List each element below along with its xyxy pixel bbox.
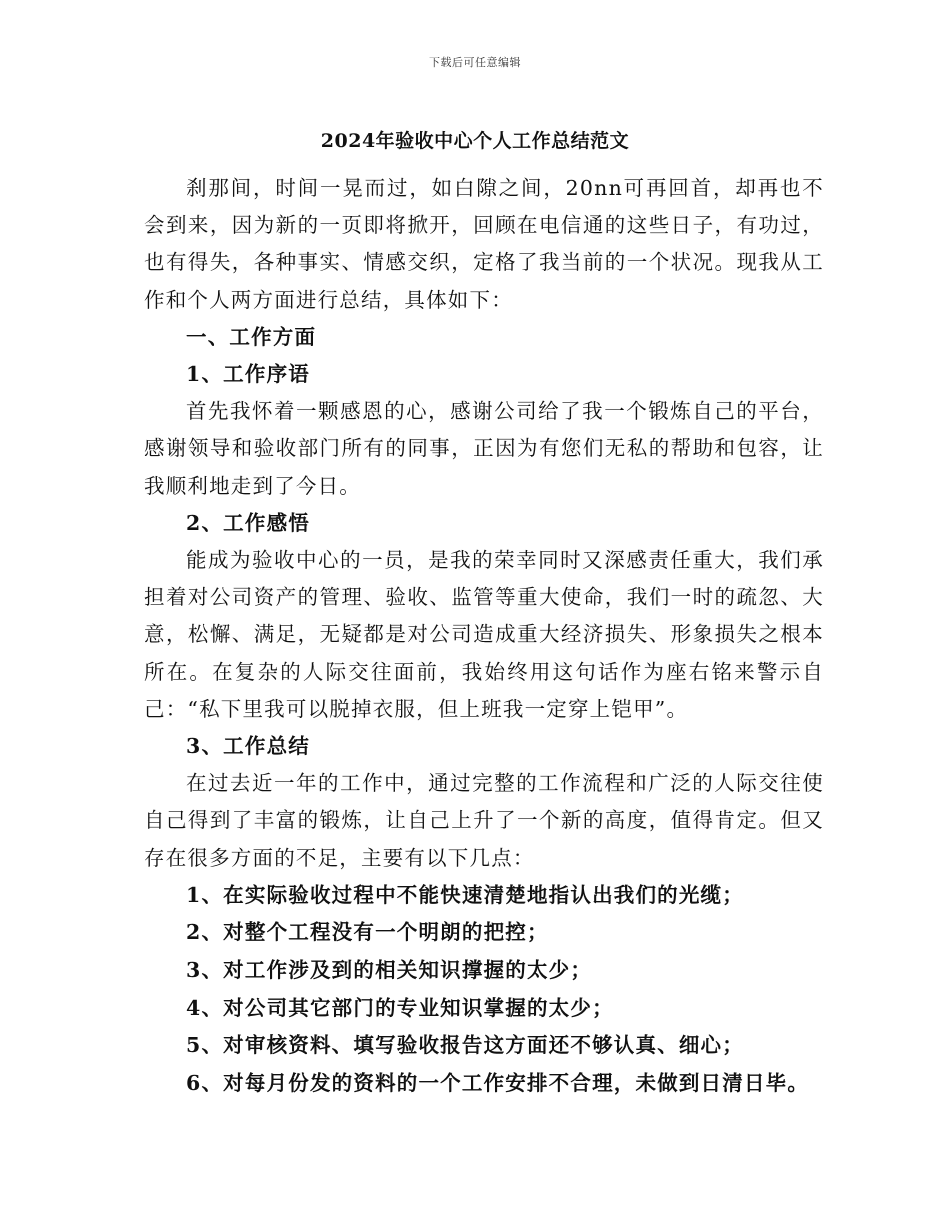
shortcoming-item-3: 3、对工作涉及到的相关知识撑握的太少； [186,958,593,983]
summary-paragraph: 在过去近一年的工作中，通过完整的工作流程和广泛的人际交往使自己得到了丰富的锻炼，让自己上升了一个新的高度，值得肯定。但又存在很多方面的不足，主要有以下几点： [144,771,824,870]
document-title: 2024年验收中心个人工作总结范文 [320,130,630,152]
insight-paragraph: 能成为验收中心的一员，是我的荣幸同时又深感责任重大，我们承担着对公司资产的管理、验收、监管等重大使命，我们一时的疏忽、大意，松懈、满足，无疑都是对公司造成重大经济损失、形象损失之根本所在。在复杂的人际交往面前，我始终用这句话作为座右铭来警示自己：“私下里我可以脱掉衣服，但上班我一定穿上铠甲”。 [144,548,824,721]
shortcoming-item-6: 6、对每月份发的资料的一个工作安排不合理，未做到日清日毕。 [186,1070,810,1095]
subsection-heading-preface: 1、工作序语 [186,362,310,387]
document-body [144,170,824,1102]
intro-paragraph: 刹那间，时间一晃而过，如白隙之间，20nn可再回首，却再也不会到来，因为新的一页即将掀开，回顾在电信通的这些日子，有功过，也有得失，各种事实、情感交织，定格了我当前的一个状况。现我从工作和个人两方面进行总结，具体如下： [144,176,824,312]
subsection-heading-insight: 2、工作感悟 [186,510,310,535]
preface-paragraph: 首先我怀着一颗感恩的心，感谢公司给了我一个锻炼自己的平台，感谢领导和验收部门所有的同事，正因为有您们无私的帮助和包容，让我顺利地走到了今日。 [144,399,824,498]
subsection-heading-summary: 3、工作总结 [186,734,310,759]
header-note: 下载后可任意编辑 [429,56,521,69]
shortcoming-item-4: 4、对公司其它部门的专业知识掌握的太少； [186,995,614,1020]
shortcoming-item-5: 5、对审核资料、填写验收报告这方面还不够认真、细心； [186,1033,744,1058]
shortcoming-item-1: 1、在实际验收过程中不能快速清楚地指认出我们的光缆； [186,882,744,907]
shortcoming-item-2: 2、对整个工程没有一个明朗的把控； [186,920,549,945]
section-heading-work: 一、工作方面 [186,324,317,349]
